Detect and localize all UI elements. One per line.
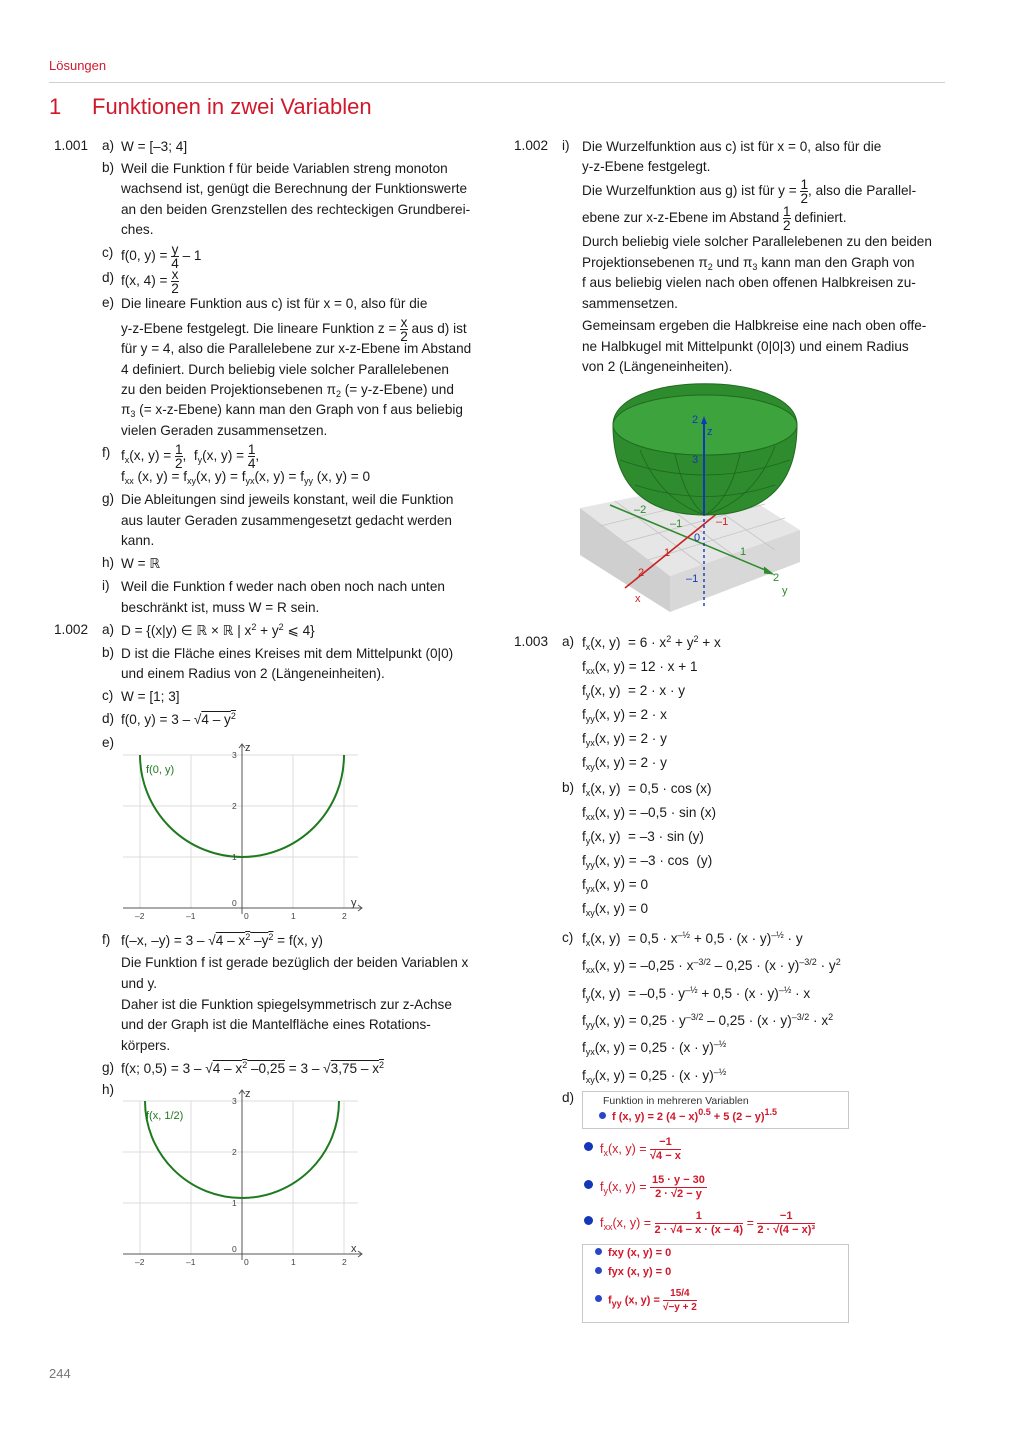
- ggb-fyx: fyx (x, y) = 0: [595, 1266, 671, 1278]
- formula-1002f: f(–x, $-y) = 3 - √4 - x^2$ $-y^2 = f(x$, y): [121, 932, 323, 948]
- ggb-definition-box: [582, 1091, 849, 1129]
- formula-3b5: $f_{yx}(x$, y) = 0: [582, 877, 649, 894]
- formula-3c2: $f_{xx}(x$, $y) = -0,25 \cdot x^{-3/2} - 0,25 \cdot (x \cdot y)^{-3/2} \cdot y^2$: [582, 957, 841, 975]
- text-line: kann.: [121, 533, 155, 548]
- plot-3d-hemisphere: [580, 380, 800, 612]
- ggb-title: Funktion in mehreren Variablen: [603, 1095, 749, 1107]
- tick: –1: [186, 911, 196, 921]
- ggb-derivatives-box: [582, 1244, 849, 1323]
- text-line: aus lauter Geraden zusammengesetzt gedacht werden: [121, 513, 452, 528]
- tick: 1: [232, 852, 237, 862]
- formula-3a5: $f_{yx}(x$, y) = 2 · y: [582, 731, 667, 748]
- text-line: und der Graph ist die Mantelfläche eines Rotations-: [121, 1017, 431, 1032]
- ggb-definition: f (x, y) = 2 $(4 - x)^{0.5} + 5$ $(2 - y)^{1.5}$: [599, 1111, 777, 1123]
- item-label: h): [102, 555, 115, 570]
- formula-fy: $f_y(x$, y) = $\frac{15 \cdot y - 30}{2 \cdot √2 - y}$: [600, 1174, 705, 1200]
- dot-icon: [584, 1142, 593, 1151]
- item-label: d): [102, 270, 115, 285]
- dot-icon: [595, 1295, 602, 1302]
- ggb-fxy: fxy (x, y) = 0: [595, 1247, 671, 1259]
- text-line: Die lineare Funktion aus c) ist für x = 0, also für die: [121, 296, 428, 311]
- item-label: c): [102, 245, 114, 260]
- tick: 3: [232, 1096, 237, 1106]
- problem-number: 1.001: [54, 138, 89, 153]
- tick: 3: [232, 750, 237, 760]
- formula-1002a: D = {(x|y) ∈ ℝ × ℝ | $x^2 + y^2$ ⩽ 4}: [121, 622, 315, 638]
- item-label: a): [102, 138, 115, 153]
- tick: 2: [342, 1257, 347, 1267]
- text-line: vielen Geraden zusammensetzen.: [121, 423, 328, 438]
- text-line: und y.: [121, 976, 158, 991]
- formula-3a1: $f_x(x$, $y) = 6 \cdot x^2 + y^2 + x$: [582, 634, 721, 652]
- text-line: Weil die Funktion f weder nach oben noch nach unten: [121, 579, 445, 594]
- tick: 1: [232, 1198, 237, 1208]
- text-line: und einem Radius von 2 (Längeneinheiten).: [121, 666, 385, 681]
- text-line: ne Halbkugel mit Mittelpunkt (0|0|3) und einem Radius: [582, 339, 909, 354]
- formula-3b6: $f_{xy}(x$, y) = 0: [582, 901, 649, 918]
- tick: 2: [232, 801, 237, 811]
- tick: –1: [716, 516, 729, 528]
- formula-c: f(0, y) = $\frac{y}{4}$ – 1: [121, 242, 202, 271]
- text-line: Die Ableitungen sind jeweils konstant, weil die Funktion: [121, 492, 454, 507]
- text-line: Weil die Funktion f für beide Variablen streng monoton: [121, 161, 448, 176]
- formula-f2: $f_{xx}$ (x, $y) = f_{xy}(x$, $y) = f_{yx}(x$, $y) = f_{yy}$ (x, y) = 0: [121, 469, 371, 486]
- tick: 0: [232, 898, 237, 908]
- curve-label: f(0, y): [146, 764, 175, 776]
- formula-1002d: f(0, $y) = 3 - √4 - y^2$: [121, 711, 236, 727]
- item-label: i): [102, 578, 110, 593]
- tick: 1: [740, 546, 747, 558]
- tick: –1: [186, 1257, 196, 1267]
- text-line: W = [–3; 4]: [121, 139, 188, 154]
- tick: 0: [694, 532, 701, 544]
- item-label: f): [102, 932, 111, 947]
- text-e2: y-z-Ebene festgelegt. Die lineare Funktion z = $\frac{x}{2}$ aus d) ist: [121, 315, 467, 344]
- text-line: für y = 4, also die Parallelebene zur x-z-Ebene im Abstand: [121, 341, 472, 356]
- formula-3a2: $f_{xx}(x$, y) = 12 · x + 1: [582, 659, 698, 676]
- tick: –2: [135, 911, 145, 921]
- section-header: Lösungen: [49, 58, 107, 73]
- formula-3a3: $f_y(x$, y) = 2 · x · y: [582, 683, 686, 700]
- text-i4: ebene zur x-z-Ebene im Abstand $\frac{1}{2}$ definiert.: [582, 204, 847, 233]
- tick: 2: [232, 1147, 237, 1157]
- item-label: e): [102, 295, 115, 310]
- chapter-number: 1: [49, 94, 62, 119]
- item-label: c): [102, 688, 114, 703]
- problem-number: 1.003: [514, 634, 549, 649]
- item-label: e): [102, 735, 115, 750]
- header-rule: [49, 82, 945, 83]
- text-line: Gemeinsam ergeben die Halbkreise eine nach oben offe-: [582, 318, 927, 333]
- formula-d: f(x, 4) = $\frac{x}{2}$: [121, 267, 179, 296]
- item-label: h): [102, 1082, 115, 1097]
- tick: 1: [291, 1257, 296, 1267]
- text-line: beschränkt ist, muss W = R sein.: [121, 600, 320, 615]
- text-line: y-z-Ebene festgelegt.: [582, 159, 711, 174]
- formula-3c5: $f_{yx}(x$, $y) = 0,25 \cdot (x \cdot y)^{-\frac{1}{2}}$: [582, 1039, 727, 1057]
- item-label: a): [102, 622, 115, 637]
- item-label: a): [562, 634, 575, 649]
- formula-3c6: $f_{xy}(x$, $y) = 0,25 \cdot (x \cdot y)^{-\frac{1}{2}}$: [582, 1067, 727, 1085]
- formula-f1: $f_x(x$, y) = $\frac{1}{2}$ , $f_y(x$, y) = $\frac{1}{4}$ ,: [121, 442, 260, 471]
- formula-3c4: $f_{yy}(x$, $y) = 0,25 \cdot y^{-3/2} - 0,25 \cdot (x \cdot y)^{-3/2} \cdot x^2$: [582, 1012, 834, 1030]
- dot-icon: [595, 1267, 602, 1274]
- tick: 2: [692, 414, 699, 426]
- item-label: d): [102, 711, 115, 726]
- x-label: x: [635, 593, 641, 605]
- tick: –2: [634, 504, 647, 516]
- formula-fx: $f_x(x$, y) = $\frac{-1}{√4 - x}$: [600, 1136, 681, 1162]
- tick: 0: [244, 1257, 249, 1267]
- chapter-title: Funktionen in zwei Variablen: [92, 94, 372, 119]
- y-label: y: [782, 585, 788, 597]
- text-line: W = [1; 3]: [121, 689, 180, 704]
- text-line: W = ℝ: [121, 556, 161, 571]
- formula-1002g: f(x; $0,5) = 3 - √4 - x^2$ $-0,25 = 3 - √3,75 - x^2$: [121, 1060, 385, 1076]
- item-label: i): [562, 138, 570, 153]
- item-label: c): [562, 930, 574, 945]
- item-label: f): [102, 445, 111, 460]
- text-e5: zu den beiden Projektionsebenen $\pi_2$ (= y-z-Ebene) und: [121, 382, 454, 399]
- text-line: wachsend ist, genügt die Berechnung der Funktionswerte: [121, 181, 468, 196]
- tick: 0: [232, 1244, 237, 1254]
- item-label: b): [102, 160, 115, 175]
- tick: 2: [638, 567, 645, 579]
- dot-icon: [599, 1112, 606, 1119]
- tick: 2: [342, 911, 347, 921]
- text-line: sammensetzen.: [582, 296, 678, 311]
- text-line: körpers.: [121, 1038, 171, 1053]
- formula-fxx: $f_{xx}(x$, y) = $\frac{1}{2 \cdot √4 - x \cdot (x - 4)}$ = $\frac{-1}{\text{2 · √(4 − x)³}}$: [600, 1210, 816, 1236]
- ggb-fyy: $f_{yy}$ (x, y) = $\frac{15/4}{√-y + 2}$: [595, 1287, 697, 1314]
- formula-3b2: $f_{xx}(x$, y) = –0,5 · sin (x): [582, 805, 717, 822]
- item-label: b): [562, 780, 575, 795]
- tick: 3: [692, 454, 699, 466]
- text-line: von 2 (Längeneinheiten).: [582, 359, 733, 374]
- plot-fx12: [118, 1086, 368, 1268]
- axis-label-x: x: [351, 1243, 357, 1255]
- tick: –1: [670, 518, 683, 530]
- formula-3b1: $f_x(x$, y) = 0,5 · cos (x): [582, 781, 712, 798]
- tick: –1: [686, 573, 699, 585]
- dot-icon: [584, 1216, 593, 1225]
- tick: –2: [135, 1257, 145, 1267]
- text-e6: $\pi_3$ (= x-z-Ebene) kann man den Graph von f aus beliebig: [121, 402, 463, 419]
- text-i3: Die Wurzelfunktion aus g) ist für y = $\frac{1}{2}$ , also die Parallel-: [582, 177, 917, 206]
- item-label: g): [102, 1060, 115, 1075]
- plot-f0y: [118, 740, 368, 922]
- text-line: Durch beliebig viele solcher Parallelebenen zu den beiden: [582, 234, 932, 249]
- item-label: g): [102, 491, 115, 506]
- axis-label-z: z: [245, 1088, 251, 1100]
- text-line: an den beiden Grenzstellen des rechteckigen Grundberei-: [121, 202, 471, 217]
- text-line: ches.: [121, 222, 154, 237]
- axis-label-z: z: [245, 742, 251, 754]
- text-line: 4 definiert. Durch beliebig viele solcher Parallelebenen: [121, 362, 449, 377]
- formula-3c1: $f_x(x$, $y) = 0,5 \cdot x^{-\frac{1}{2}} + 0,5 \cdot (x \cdot y)^{-\frac{1}{2}} \cdot y$: [582, 930, 803, 948]
- dot-icon: [584, 1180, 593, 1189]
- text-line: D ist die Fläche eines Kreises mit dem Mittelpunkt (0|0): [121, 646, 454, 661]
- tick: 1: [664, 547, 671, 559]
- text-i6: Projektionsebenen $\pi_2$ und $\pi_3$ kann man den Graph von: [582, 255, 915, 272]
- item-label: d): [562, 1090, 575, 1105]
- axis-label-x: y: [351, 897, 357, 909]
- item-label: b): [102, 645, 115, 660]
- page-number: 244: [49, 1366, 71, 1381]
- tick: 0: [244, 911, 249, 921]
- tick: 2: [773, 572, 780, 584]
- tick: 1: [291, 911, 296, 921]
- problem-number: 1.002: [54, 622, 89, 637]
- text-line: Die Wurzelfunktion aus c) ist für x = 0, also für die: [582, 139, 882, 154]
- text-line: f aus beliebig vielen nach oben offenen Halbkreisen zu-: [582, 275, 916, 290]
- formula-3a4: $f_{yy}(x$, y) = 2 · x: [582, 707, 667, 724]
- formula-3b3: $f_y(x$, y) = –3 · sin (y): [582, 829, 704, 846]
- problem-number: 1.002: [514, 138, 549, 153]
- text-line: Daher ist die Funktion spiegelsymmetrisch zur z-Achse: [121, 997, 452, 1012]
- text-line: Die Funktion f ist gerade bezüglich der beiden Variablen x: [121, 955, 469, 970]
- formula-3b4: $f_{yy}(x$, y) = –3 · cos (y): [582, 853, 713, 870]
- z-label: z: [707, 426, 713, 438]
- curve-label: f(x, 1/2): [146, 1110, 184, 1122]
- formula-3a6: $f_{xy}(x$, y) = 2 · y: [582, 755, 667, 772]
- dot-icon: [595, 1248, 602, 1255]
- formula-3c3: $f_y(x$, $y) = -0,5 \cdot y^{-\frac{1}{2}} + 0,5 \cdot (x \cdot y)^{-\frac{1}{2}} \cdot x$: [582, 985, 811, 1003]
